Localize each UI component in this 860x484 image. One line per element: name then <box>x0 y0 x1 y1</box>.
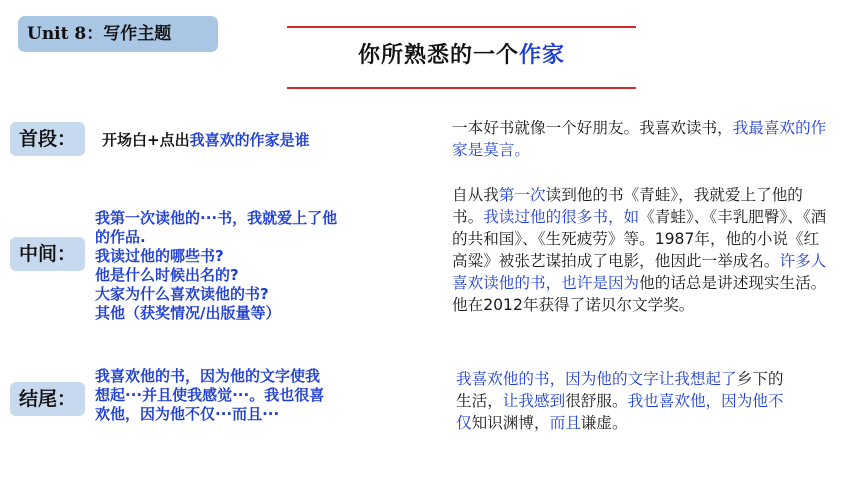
plan-line: 我第一次读他的···书，我就爱上了他 <box>95 209 338 227</box>
title-highlight: 作家 <box>519 43 566 68</box>
plan-line: 大家为什么喜欢读他的书? <box>95 285 269 303</box>
plan-line: 其他（获奖情况/出版量等） <box>95 304 281 322</box>
essay-segment: 知识渊博， <box>471 414 550 432</box>
essay-segment-highlight: 许多人喜欢读他的书，也许是因为 <box>452 252 827 292</box>
unit-badge: Unit 8：写作主题 <box>18 16 218 52</box>
essay-segment: 很舒服。 <box>565 392 628 410</box>
essay-segment-highlight: 我也喜欢他，因为他不仅 <box>456 392 784 432</box>
essay-segment-highlight: 第一次 <box>498 186 546 204</box>
essay-segment-highlight: 我喜欢他的书，因为他的文字让我想起了 <box>456 370 737 388</box>
title-top-rule <box>287 26 636 28</box>
section-label-body: 中间： <box>10 237 85 271</box>
plan-line: 的作品. <box>95 228 146 246</box>
essay-segment: 他的话总是讲述现实生活。他在2012年获得了诺贝尔文学奖。 <box>452 274 827 314</box>
plan-ending <box>95 367 324 424</box>
essay-segment: 乡下的生活， <box>456 370 784 410</box>
plan-opening-prefix: 开场白+点出 <box>102 131 190 149</box>
essay-segment-highlight: 而且 <box>549 414 581 432</box>
plan-body <box>95 209 337 323</box>
section-label-opening: 首段： <box>10 122 85 156</box>
section-label-ending: 结尾： <box>10 382 85 416</box>
essay-body <box>452 184 834 316</box>
essay-segment: 读到他的书《青蛙》，我就爱上了他的书。 <box>452 186 803 226</box>
plan-opening-highlight: 我喜欢的作家是谁 <box>189 131 310 149</box>
essay-segment-highlight: 让我感到 <box>502 392 566 410</box>
page-title <box>287 38 636 69</box>
title-bottom-rule <box>287 87 636 89</box>
essay-segment-highlight: 我最喜欢的作家是莫言。 <box>452 119 827 159</box>
title-prefix: 你所熟悉的一个 <box>357 43 519 68</box>
plan-line: 想起···并且使我感觉···。我也很喜 <box>95 386 325 404</box>
plan-line: 我读过他的哪些书? <box>95 247 224 265</box>
plan-line: 欢他，因为他不仅···而且··· <box>95 405 280 423</box>
essay-ending <box>456 368 796 434</box>
essay-segment-highlight: 我读过他的很多书，如 <box>483 208 640 226</box>
plan-opening <box>102 131 310 150</box>
essay-segment: 一本好书就像一个好朋友。我喜欢读书， <box>452 119 733 137</box>
essay-segment: 自从我 <box>452 186 499 204</box>
essay-segment: 谦虚。 <box>580 414 628 432</box>
plan-line: 他是什么时候出名的? <box>95 266 239 284</box>
plan-line: 我喜欢他的书，因为他的文字使我 <box>95 367 321 385</box>
essay-segment: 《青蛙》、《丰乳肥臀》、《酒的共和国》、《生死疲劳》等。1987年，他的小说《红高粱》被张艺谋拍成了电影，他因此一举成名。 <box>452 208 827 270</box>
essay-opening <box>452 117 834 161</box>
